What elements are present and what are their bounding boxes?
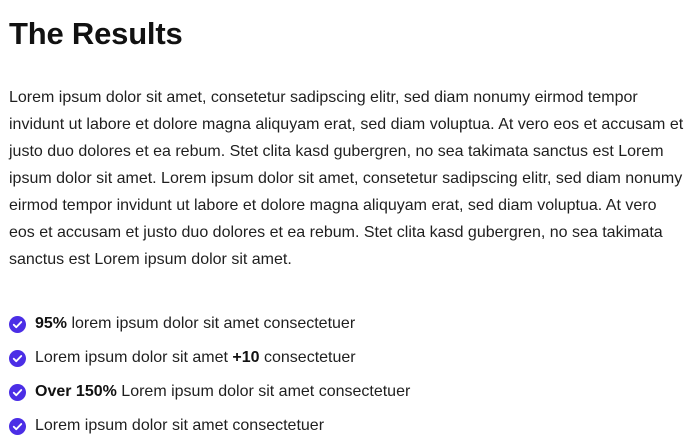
result-item-2 xyxy=(9,341,679,375)
result-description: lorem ipsum dolor sit amet consectetuer xyxy=(67,315,356,332)
result-item-text xyxy=(35,315,355,333)
result-highlight: Over 150% xyxy=(35,383,117,400)
result-description: Lorem ipsum dolor sit amet consectetuer xyxy=(35,417,325,434)
result-item-text xyxy=(35,417,324,435)
result-item-3 xyxy=(9,375,679,409)
check-circle-icon xyxy=(9,384,26,401)
result-item-4 xyxy=(9,409,679,443)
result-item-text xyxy=(35,383,410,401)
result-description: Lorem ipsum dolor sit amet consectetuer xyxy=(116,383,411,400)
section-title: The Results xyxy=(9,16,183,51)
result-highlight: +10 xyxy=(232,349,260,366)
result-item-text xyxy=(35,349,356,367)
check-circle-icon xyxy=(9,316,26,333)
results-paragraph: Lorem ipsum dolor sit amet, consetetur sadipscing elitr, sed diam nonumy eirmod tempor invidunt ut labore et dolore magna aliquyam erat, sed diam voluptua. At vero eos et accusam et justo duo dolores et ea rebum. Stet clita kasd gubergren, no sea takimata sanctus est Lorem ipsum dolor sit amet. Lorem ipsum dolor sit amet, consetetur sadipscing elitr, sed diam nonumy eirmod tempor invidunt ut labore et dolore magna aliquyam erat, sed diam voluptua. At vero eos et accusam et justo duo dolores et ea rebum. Stet clita kasd gubergren, no sea takimata sanctus est Lorem ipsum dolor sit amet. xyxy=(9,89,684,268)
check-circle-icon xyxy=(9,350,26,367)
result-description: consectetuer xyxy=(259,349,356,366)
results-list xyxy=(9,307,679,443)
result-description: Lorem ipsum dolor sit amet xyxy=(35,349,233,366)
check-circle-icon xyxy=(9,418,26,435)
result-item-1 xyxy=(9,307,679,341)
result-highlight: 95% xyxy=(35,315,68,332)
